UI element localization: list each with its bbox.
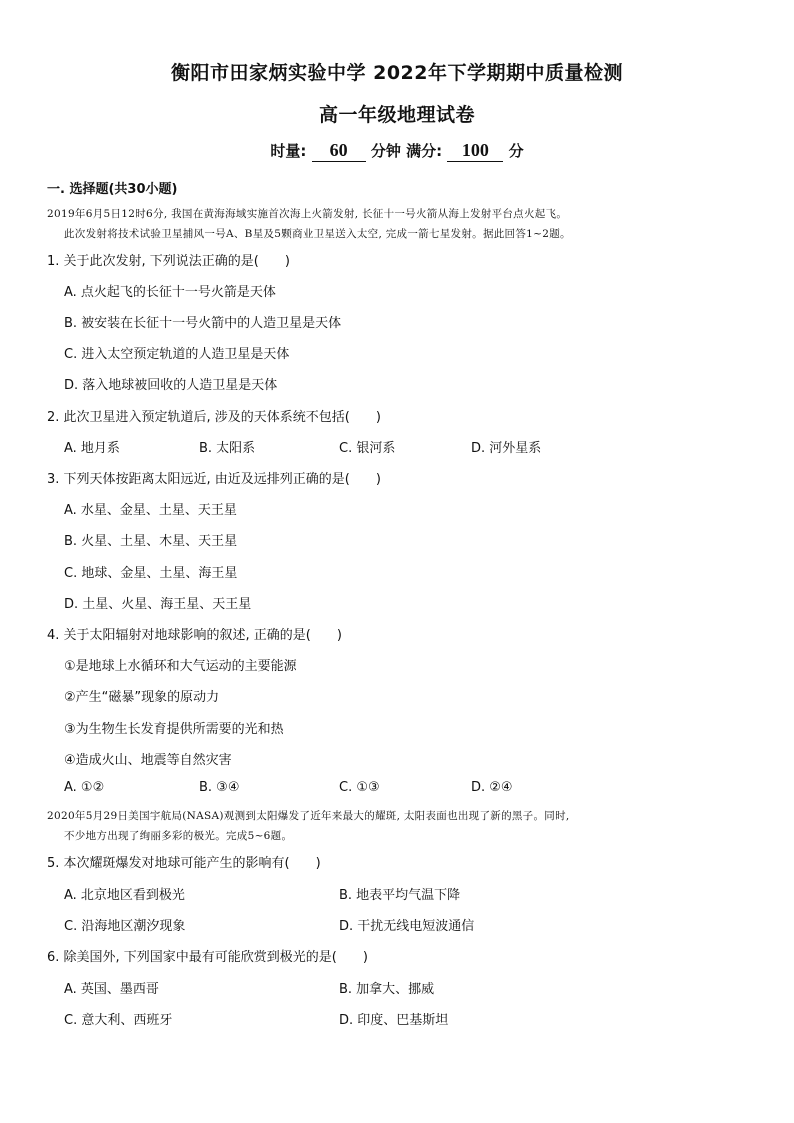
question-1-stem: 1. 关于此次发射, 下列说法正确的是( )	[47, 254, 290, 269]
score-value: 100	[447, 140, 503, 162]
question-4-stem: 4. 关于太阳辐射对地球影响的叙述, 正确的是( )	[47, 628, 342, 643]
question-4-option-c: C. ①③	[339, 780, 380, 795]
question-4-statement-1: ①是地球上水循环和大气运动的主要能源	[64, 659, 297, 674]
section-title: 一. 选择题(共30小题)	[47, 182, 178, 197]
question-5-option-c: C. 沿海地区潮汐现象	[64, 919, 186, 934]
score-unit: 分	[508, 142, 524, 160]
question-6-option-a: A. 英国、墨西哥	[64, 982, 159, 997]
time-unit: 分钟	[370, 142, 401, 160]
question-3-option-a: A. 水星、金星、土星、天王星	[64, 503, 237, 518]
question-5-options-row-1	[64, 884, 764, 902]
passage-2-line-1: 2020年5月29日美国宇航局(NASA)观测到太阳爆发了近年来最大的耀斑, 太阳表面也出现了新的黑子。同时,	[47, 810, 570, 822]
exam-title: 衡阳市田家炳实验中学 2022年下学期期中质量检测	[171, 62, 623, 84]
question-6-options-row-2	[64, 1009, 764, 1027]
question-2-option-b: B. 太阳系	[199, 441, 256, 456]
passage-1-line-1: 2019年6月5日12时6分, 我国在黄海海域实施首次海上火箭发射, 长征十一号火箭从海上发射平台点火起飞。	[47, 208, 568, 220]
question-2-option-a: A. 地月系	[64, 441, 120, 456]
question-5-option-d: D. 干扰无线电短波通信	[339, 919, 475, 934]
question-1-option-a: A. 点火起飞的长征十一号火箭是天体	[64, 285, 276, 300]
question-2-option-c: C. 银河系	[339, 441, 396, 456]
question-6-stem: 6. 除美国外, 下列国家中最有可能欣赏到极光的是( )	[47, 950, 368, 965]
question-3-option-b: B. 火星、土星、木星、天王星	[64, 534, 238, 549]
passage-2-line-2: 不少地方出现了绚丽多彩的极光。完成5~6题。	[64, 830, 293, 842]
question-4-statement-4: ④造成火山、地震等自然灾害	[64, 753, 232, 768]
exam-subtitle: 高一年级地理试卷	[318, 104, 475, 126]
question-2-stem: 2. 此次卫星进入预定轨道后, 涉及的天体系统不包括( )	[47, 410, 381, 425]
question-6-option-c: C. 意大利、西班牙	[64, 1013, 173, 1028]
question-2-option-d: D. 河外星系	[471, 441, 542, 456]
question-6-option-b: B. 加拿大、挪威	[339, 982, 435, 997]
question-1-option-b: B. 被安装在长征十一号火箭中的人造卫星是天体	[64, 316, 342, 331]
question-4-option-d: D. ②④	[471, 780, 513, 795]
question-5-options-row-2	[64, 915, 764, 933]
question-5-option-a: A. 北京地区看到极光	[64, 888, 185, 903]
question-5-stem: 5. 本次耀斑爆发对地球可能产生的影响有( )	[47, 856, 321, 871]
question-3-option-d: D. 土星、火星、海王星、天王星	[64, 597, 252, 612]
question-6-option-d: D. 印度、巴基斯坦	[339, 1013, 449, 1028]
passage-1-line-2: 此次发射将技术试验卫星捕风一号A、B星及5颗商业卫星送入太空, 完成一箭七星发射。据此回答1~2题。	[64, 228, 571, 240]
question-3-option-c: C. 地球、金星、土星、海王星	[64, 566, 238, 581]
score-label: 满分:	[406, 142, 443, 160]
question-6-options-row-1	[64, 978, 764, 996]
question-4-statement-3: ③为生物生长发育提供所需要的光和热	[64, 722, 284, 737]
question-1-option-c: C. 进入太空预定轨道的人造卫星是天体	[64, 347, 290, 362]
time-value: 60	[312, 140, 366, 162]
question-4-option-b: B. ③④	[199, 780, 240, 795]
question-1-option-d: D. 落入地球被回收的人造卫星是天体	[64, 378, 278, 393]
exam-meta	[0, 140, 794, 162]
question-4-option-a: A. ①②	[64, 780, 105, 795]
time-label: 时量:	[270, 142, 307, 160]
question-2-options	[64, 437, 764, 455]
question-4-statement-2: ②产生“磁暴”现象的原动力	[64, 690, 220, 705]
question-5-option-b: B. 地表平均气温下降	[339, 888, 461, 903]
question-3-stem: 3. 下列天体按距离太阳远近, 由近及远排列正确的是( )	[47, 472, 381, 487]
question-4-options	[64, 780, 764, 798]
